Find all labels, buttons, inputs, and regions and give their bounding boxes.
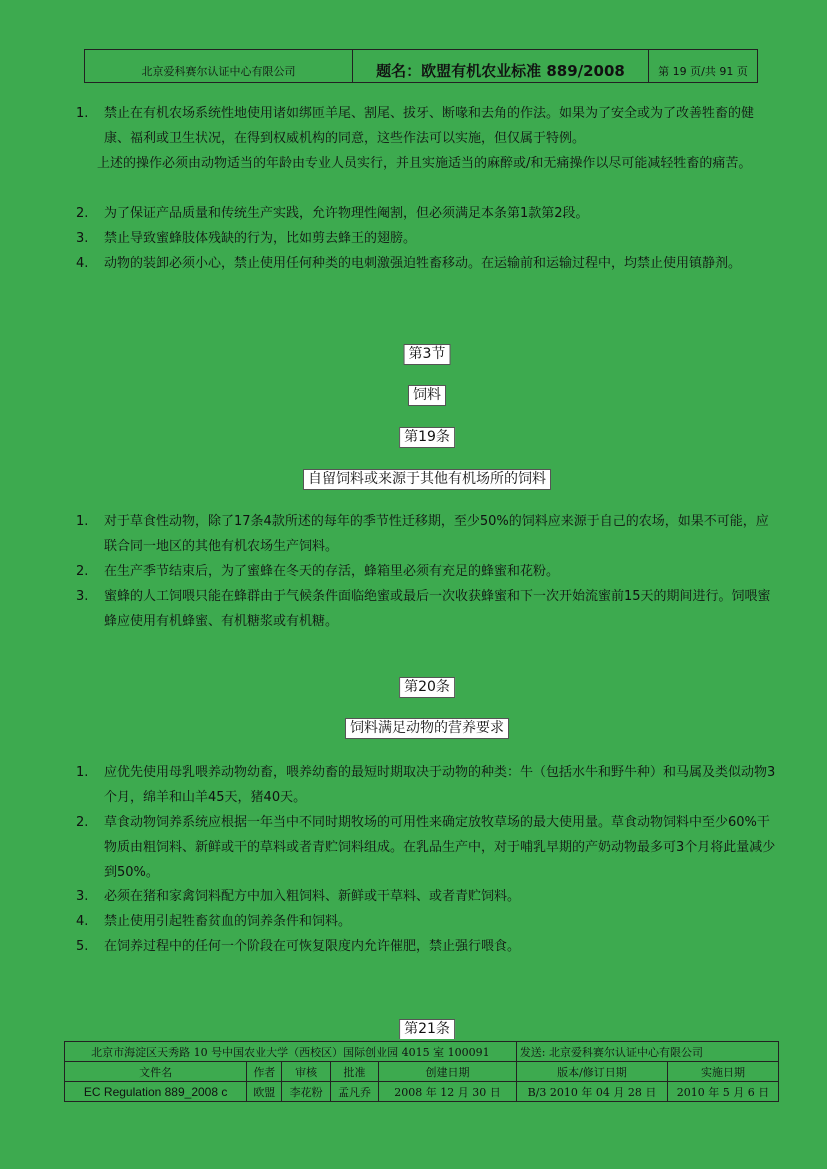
list-item	[76, 226, 776, 251]
list-number: 2.	[76, 206, 89, 221]
footer-header: 实施日期	[668, 1062, 779, 1082]
footer-table	[64, 1041, 779, 1102]
footer-author: 欧盟	[247, 1082, 282, 1102]
list-number: 2.	[76, 815, 89, 830]
footer-row-address	[65, 1042, 779, 1062]
list-text: 禁止导致蜜蜂肢体残缺的行为，比如剪去蜂王的翅膀。	[104, 231, 417, 246]
footer-header: 批准	[330, 1062, 378, 1082]
footer-filename: EC Regulation 889_2008 c	[65, 1082, 247, 1102]
section-title: 饲料	[408, 385, 446, 406]
footer-effective-date: 2010 年 5 月 6 日	[668, 1082, 779, 1102]
list-item	[76, 251, 776, 276]
article-19-label: 第19条	[399, 427, 455, 448]
list-number: 4.	[76, 256, 89, 271]
list-item	[76, 201, 776, 226]
list-text: 对于草食性动物，除了17条4款所述的每年的季节性迁移期，至少50%的饲料应来源于自己的农场，如果不可能，应联合同一地区的其他有机农场生产饲料。	[104, 514, 769, 554]
list-text: 禁止使用引起牲畜贫血的饲养条件和饲料。	[104, 914, 352, 929]
footer-row-headers	[65, 1062, 779, 1082]
list-item	[76, 559, 776, 584]
paragraph: 上述的操作必须由动物适当的年龄由专业人员实行，并且实施适当的麻醉或/和无痛操作以尽可能减轻牲畜的痛苦。	[97, 156, 752, 171]
list-item	[76, 101, 776, 151]
footer-row-values	[65, 1082, 779, 1102]
section-label: 第3节	[404, 344, 451, 365]
list-text: 蜜蜂的人工饲喂只能在蜂群由于气候条件面临绝蜜或最后一次收获蜂蜜和下一次开始流蜜前15天的期间进行。饲喂蜜蜂应使用有机蜂蜜、有机糖浆或有机糖。	[104, 589, 771, 629]
footer-reviewer: 李花粉	[282, 1082, 330, 1102]
article-21-label: 第21条	[399, 1019, 455, 1039]
list-text: 为了保证产品质量和传统生产实践，允许物理性阉割，但必须满足本条第1款第2段。	[104, 206, 589, 221]
list-text: 在生产季节结束后，为了蜜蜂在冬天的存活，蜂箱里必须有充足的蜂蜜和花粉。	[104, 564, 560, 579]
footer-header: 作者	[247, 1062, 282, 1082]
footer-sender: 发送: 北京爱科赛尔认证中心有限公司	[516, 1042, 778, 1062]
footer-created-date: 2008 年 12 月 30 日	[379, 1082, 517, 1102]
list-text: 动物的装卸必须小心，禁止使用任何种类的电刺激强迫牲畜移动。在运输前和运输过程中，均禁止使用镇静剂。	[104, 256, 742, 271]
header-organization: 北京爱科赛尔认证中心有限公司	[85, 50, 353, 82]
header-page-number: 第 19 页/共 91 页	[658, 65, 748, 78]
footer-address: 北京市海淀区天秀路 10 号中国农业大学（西校区）国际创业园 4015 室 100091	[65, 1042, 517, 1062]
list-text: 草食动物饲养系统应根据一年当中不同时期牧场的可用性来确定放牧草场的最大使用量。草食动物饲料中至少60%干物质由粗饲料、新鲜或干的草料或者青贮饲料组成。在乳品生产中，对于哺乳早期的产奶动物最多可3个月将此量减少到50%。	[104, 815, 776, 880]
list-item	[76, 884, 776, 909]
footer-header: 创建日期	[379, 1062, 517, 1082]
list-item	[76, 760, 776, 810]
list-item	[76, 934, 776, 959]
page-header	[84, 49, 758, 83]
list-number: 3.	[76, 589, 89, 604]
list-number: 1.	[76, 514, 89, 529]
list-number: 2.	[76, 564, 89, 579]
list-text: 应优先使用母乳喂养动物幼畜，喂养幼畜的最短时期取决于动物的种类：牛（包括水牛和野牛种）和马属及类似动物3个月，绵羊和山羊45天，猪40天。	[104, 765, 776, 805]
list-text: 必须在猪和家禽饲料配方中加入粗饲料、新鲜或干草料、或者青贮饲料。	[104, 889, 521, 904]
list-item	[76, 810, 776, 885]
article-20-title: 饲料满足动物的营养要求	[345, 718, 509, 739]
list-item	[76, 509, 776, 559]
footer-revision-date: B/3 2010 年 04 月 28 日	[516, 1082, 667, 1102]
list-item	[76, 584, 776, 634]
footer-header: 审核	[282, 1062, 330, 1082]
footer-header: 版本/修订日期	[516, 1062, 667, 1082]
header-title: 题名：欧盟有机农业标准 889/2008	[353, 50, 649, 82]
list-number: 5.	[76, 939, 89, 954]
list-number: 1.	[76, 106, 89, 121]
list-item	[76, 909, 776, 934]
list-text: 禁止在有机农场系统性地使用诸如绑匝羊尾、割尾、拔牙、断喙和去角的作法。如果为了安全或为了改善牲畜的健康、福利或卫生状况，在得到权威机构的同意，这些作法可以实施，但仅属于特例。	[104, 106, 755, 146]
list-number: 3.	[76, 231, 89, 246]
article-19-title: 自留饲料或来源于其他有机场所的饲料	[303, 469, 551, 490]
footer-approver: 孟凡乔	[330, 1082, 378, 1102]
list-number: 4.	[76, 914, 89, 929]
footer-header: 文件名	[65, 1062, 247, 1082]
list-number: 1.	[76, 765, 89, 780]
list-text: 在饲养过程中的任何一个阶段在可恢复限度内允许催肥，禁止强行喂食。	[104, 939, 521, 954]
article-20-label: 第20条	[399, 677, 455, 698]
list-number: 3.	[76, 889, 89, 904]
